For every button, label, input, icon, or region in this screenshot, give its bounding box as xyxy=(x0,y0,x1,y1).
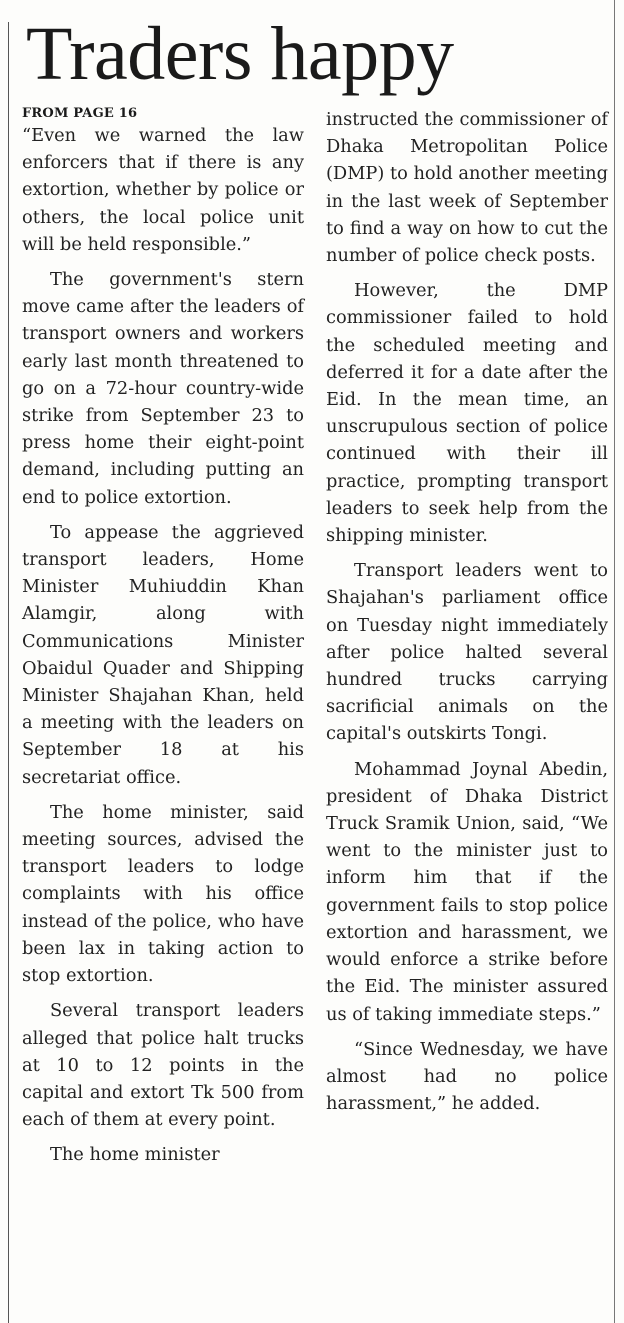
paragraph: Mohammad Joynal Abedin, president of Dhaka District Truck Sramik Union, said, “We went to the minister just to inform him that if the government fails to stop police extortion and harassment, we would enforce a strike before the Eid. The minister assured us of taking immediate steps.” xyxy=(326,758,608,1025)
headline: Traders happy xyxy=(26,12,454,96)
jump-label: FROM PAGE 16 xyxy=(22,106,138,121)
column-rule-left xyxy=(8,22,9,1323)
column-rule-right xyxy=(614,0,615,1323)
paragraph: The government's stern move came after the leaders of transport owners and workers early last month threatened to go on a 72-hour country-wide strike from September 23 to press home their eight-point demand, including putting an end to police extortion. xyxy=(22,269,304,508)
paragraph: To appease the aggrieved transport leaders, Home Minister Muhiuddin Khan Alamgir, along with Communications Minister Obaidul Quader and Shipping Minister Shajahan Khan, held a meeting with the leaders on September 18 at his secretariat office. xyxy=(22,521,304,788)
paragraph: Several transport leaders alleged that police halt trucks at 10 to 12 points in the capital and extort Tk 500 from each of them at every point. xyxy=(22,1000,304,1131)
paragraph: Transport leaders went to Shajahan's parliament office on Tuesday night immediately after police halted several hundred trucks carrying sacrificial animals on the capital's outskirts Tongi. xyxy=(326,560,608,745)
article-column-left xyxy=(22,106,304,1177)
paragraph: The home minister xyxy=(50,1144,220,1166)
paragraph: However, the DMP commissioner failed to hold the scheduled meeting and deferred it for a date after the Eid. In the mean time, an unscrupulous section of police continued with their ill practice, prompting transport leaders to seek help from the shipping minister. xyxy=(326,280,608,547)
paragraph: “Since Wednesday, we have almost had no police harassment,” he added. xyxy=(326,1038,608,1115)
article-column-right xyxy=(326,106,608,1125)
paragraph: “Even we warned the law enforcers that if there is any extortion, whether by police or others, the local police unit will be held responsible.” xyxy=(22,125,304,255)
paragraph: instructed the commissioner of Dhaka Metropolitan Police (DMP) to hold another meeting in the last week of September to find a way on how to cut the number of police check posts. xyxy=(326,109,608,267)
paragraph: The home minister, said meeting sources, advised the transport leaders to lodge complaints with his office instead of the police, who have been lax in taking action to stop extortion. xyxy=(22,801,304,987)
